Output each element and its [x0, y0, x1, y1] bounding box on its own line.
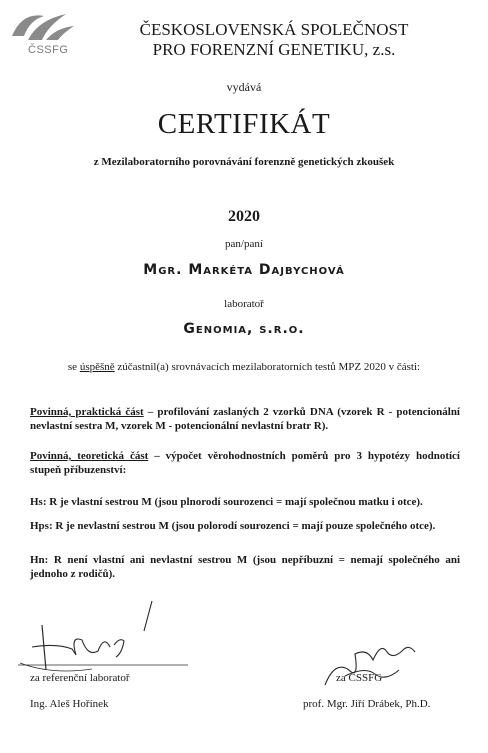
right-signatory-role: za ČSSFG: [336, 672, 383, 684]
lab-name: Genomia, s.r.o.: [183, 321, 305, 337]
participation-statement: [0, 361, 488, 373]
theory-section: [30, 449, 460, 477]
certificate-subtitle: z Mezilaboratorního porovnávání forenzně genetických zkoušek: [93, 156, 395, 168]
salutation: pan/paní: [225, 238, 263, 250]
hypothesis-hps: Hps: R je nevlastní sestrou M (jsou polorodí sourozenci = mají pouze společného otce).: [30, 520, 436, 532]
practical-label: Povinná, praktická část: [30, 406, 144, 418]
hypothesis-hn: Hn: R není vlastní ani nevlastní sestrou M (jsou nepříbuzní = nemají společného ani jednoho z rodičů).: [30, 554, 460, 580]
left-signature: [12, 595, 192, 680]
left-signatory-name: Ing. Aleš Hořínek: [30, 698, 109, 710]
hypothesis-hs: Hs: R je vlastní sestrou M (jsou plnorodí sourozenci = mají společnou matku i otce).: [30, 496, 423, 508]
practical-section: [30, 405, 460, 433]
issues-label: vydává: [226, 80, 262, 94]
left-signatory-role: za referenční laboratoř: [30, 672, 130, 684]
participation-pre: se: [67, 361, 78, 373]
practical-text: – profilování zaslaných 2 vzorků DNA (vzorek R - potencionální nevlastní sestra M, vzorek M - potencionální nevlastní bratr R).: [30, 406, 460, 432]
right-signatory-name: prof. Mgr. Jiří Drábek, Ph.D.: [303, 698, 431, 710]
logo-text: ČSSFG: [28, 44, 69, 56]
theory-text: – výpočet věrohodnostních poměrů pro 3 hypotézy hodnotící stupeň příbuzenství:: [30, 450, 460, 476]
lab-label: laboratoř: [224, 298, 264, 310]
participation-post: zúčastnil(a) srovnávacích mezilaboratorních testů MPZ 2020 v části:: [117, 361, 421, 373]
org-name-line2: PRO FORENZNÍ GENETIKU, z.s.: [152, 40, 396, 59]
org-name-line1: ČESKOSLOVENSKÁ SPOLEČNOST: [139, 20, 409, 39]
certificate-year: 2020: [228, 208, 260, 225]
theory-label: Povinná, teoretická část: [30, 450, 149, 462]
certificate-title: CERTIFIKÁT: [157, 108, 331, 140]
recipient-name: Mgr. Markéta Dajbychová: [143, 262, 345, 278]
participation-underlined: úspěšně: [79, 361, 115, 373]
